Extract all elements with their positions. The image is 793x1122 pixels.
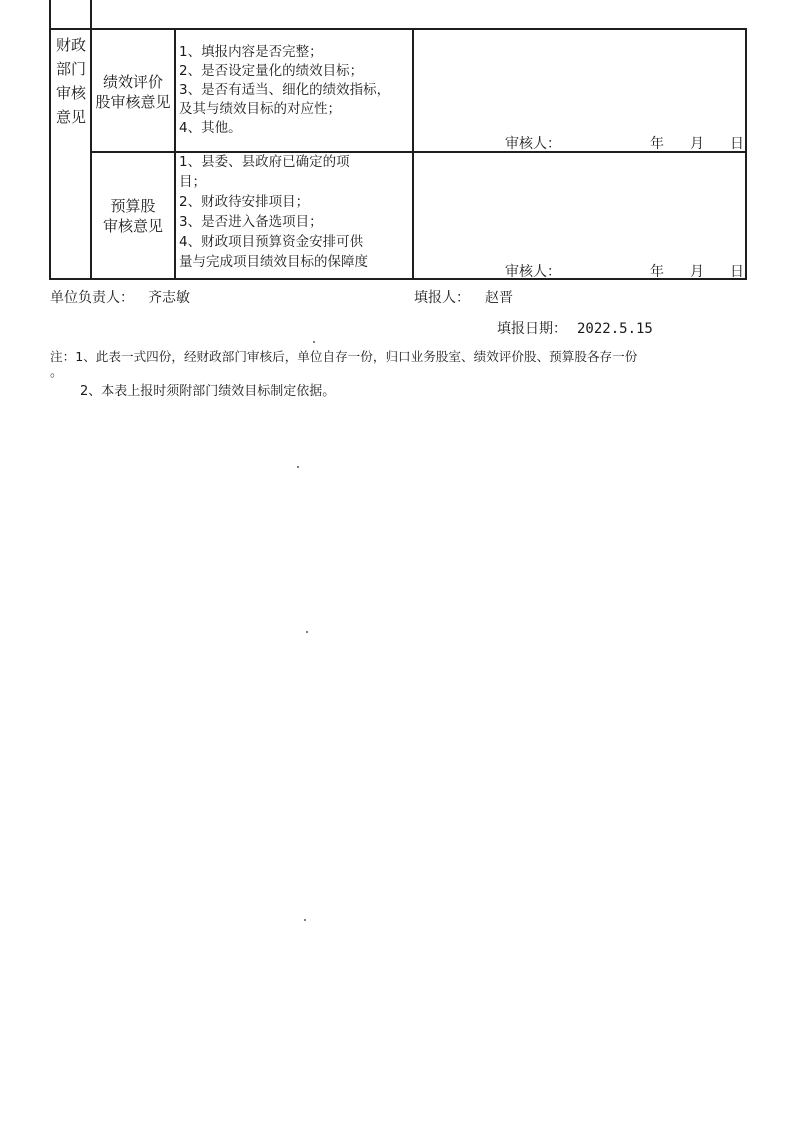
section-label-line: 部门 [55,60,86,78]
row-label-line: 审核意见 [102,217,163,235]
criteria-item: 量与完成项目绩效目标的保障度 [179,254,368,270]
criteria-item: 3、是否进入备选项目； [179,214,323,230]
criteria-list-performance [179,43,390,138]
filler-name: 赵晋 [485,290,513,306]
criteria-item: 目； [179,174,206,190]
table-left-border [49,0,51,279]
fill-date-value: 2022.5.15 [577,321,653,337]
day-label: 日 [730,136,744,152]
scan-speck [304,919,306,921]
table-right-border [745,28,747,279]
section-label [53,33,89,129]
row-label-line: 股审核意见 [95,93,171,111]
criteria-item: 1、填报内容是否完整； [179,44,323,60]
scan-speck [297,466,299,468]
unit-head-name: 齐志敏 [148,290,190,306]
table-col-divider-2 [174,28,176,279]
filler-label: 填报人： [414,290,470,306]
table-col-divider-1 [90,0,92,279]
day-label: 日 [730,264,744,280]
criteria-list-budget [179,152,368,272]
section-label-line: 意见 [55,108,86,126]
criteria-item: 2、是否设定量化的绩效目标； [179,63,364,79]
criteria-item: 3、是否有适当、细化的绩效指标， [179,82,391,98]
year-label: 年 [650,264,664,280]
section-label-line: 审核 [55,84,86,102]
review-table [0,0,793,290]
month-label: 月 [690,136,704,152]
row-label-line: 预算股 [110,197,156,215]
criteria-item: 4、其他。 [179,120,242,136]
row-label-budget [92,196,174,236]
criteria-item: 4、财政项目预算资金安排可供 [179,234,364,250]
table-col-divider-3 [412,28,414,279]
section-label-line: 财政 [55,36,86,54]
criteria-item: 1、县委、县政府已确定的项 [179,154,350,170]
reviewer-label: 审核人： [505,136,561,152]
note-line-1-tail: 。 [50,365,64,380]
table-bottom-border [49,278,747,280]
reviewer-label: 审核人： [505,264,561,280]
unit-head-label: 单位负责人： [50,290,134,306]
row-label-performance [92,72,174,112]
note-line-2: 2、本表上报时须附部门绩效目标制定依据。 [80,384,336,399]
fill-date-label: 填报日期： [497,321,567,337]
year-label: 年 [650,136,664,152]
table-top-border [49,28,747,30]
criteria-item: 及其与绩效目标的对应性； [179,101,341,117]
criteria-item: 2、财政待安排项目； [179,194,310,210]
scan-speck [313,341,315,343]
row-label-line: 绩效评价 [102,73,163,91]
note-line-1: 注：1、此表一式四份，经财政部门审核后，单位自存一份，归口业务股室、绩效评价股、预算股各存一份 [50,349,638,364]
month-label: 月 [690,264,704,280]
scan-speck [306,631,308,633]
